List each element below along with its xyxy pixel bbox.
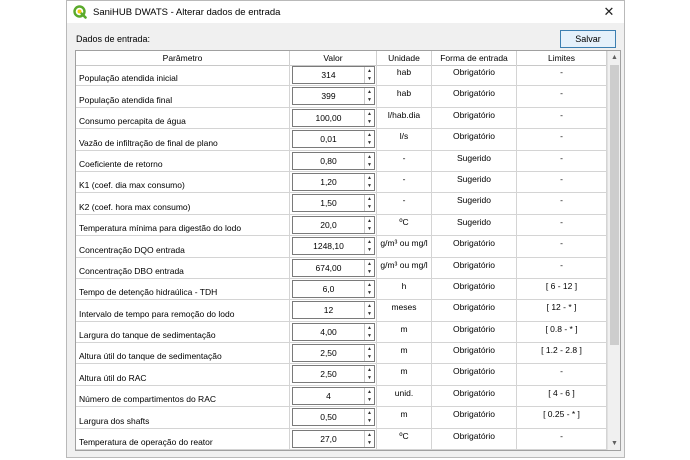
unit-cell [377, 86, 432, 106]
unit-label: h [401, 280, 407, 291]
limits-label: - [560, 67, 563, 77]
table-row [76, 65, 607, 86]
limits-label: [ 0.8 - * ] [545, 323, 578, 334]
unit-label: g/m³ ou mg/l [380, 259, 428, 270]
parameter-name [76, 343, 290, 363]
limits-label: - [560, 173, 563, 184]
value-spinbox[interactable] [292, 408, 375, 426]
spin-buttons [364, 324, 374, 340]
column-header-valor[interactable]: Valor [290, 51, 377, 65]
spin-buttons [364, 345, 374, 361]
value-spinbox[interactable] [292, 87, 375, 105]
entry-mode-label: Obrigatório [452, 345, 496, 356]
table-header [76, 51, 607, 66]
save-button[interactable]: Salvar [560, 30, 616, 48]
entry-mode-cell [432, 343, 517, 363]
value-input[interactable]: 100,00 [315, 112, 342, 123]
value-spinbox[interactable] [292, 173, 375, 191]
value-cell [290, 386, 377, 406]
limits-label: - [560, 216, 563, 227]
unit-cell [377, 279, 432, 299]
value-spinbox[interactable] [292, 344, 375, 362]
parameter-label: Intervalo de tempo para remoção do lodo [79, 308, 235, 319]
value-cell [290, 322, 377, 342]
value-cell [290, 108, 377, 128]
limits-label: - [560, 366, 563, 377]
parameter-label: Consumo percapita de água [79, 116, 186, 127]
qgis-logo-icon [73, 5, 87, 19]
parameter-name [76, 386, 290, 406]
spin-down-icon[interactable]: ▼ [367, 140, 372, 147]
entry-mode-cell [432, 364, 517, 384]
value-input[interactable]: 1,20 [320, 176, 337, 187]
spin-up-icon[interactable]: ▲ [367, 68, 372, 74]
unit-cell [377, 364, 432, 384]
spin-buttons [364, 281, 374, 297]
unit-label: l/s [399, 131, 409, 142]
entry-mode-cell [432, 172, 517, 192]
entry-mode-cell [432, 108, 517, 128]
value-spinbox[interactable] [292, 301, 375, 319]
entry-mode-cell [432, 386, 517, 406]
entry-mode-cell [432, 279, 517, 299]
value-spinbox[interactable] [292, 237, 375, 255]
entry-mode-cell [432, 258, 517, 278]
limits-cell [517, 258, 607, 278]
unit-cell [377, 258, 432, 278]
entry-mode-cell [432, 407, 517, 427]
parameter-name [76, 193, 290, 213]
value-input[interactable]: 6,0 [322, 283, 335, 294]
value-spinbox[interactable] [292, 194, 375, 212]
value-spinbox[interactable] [292, 365, 375, 383]
table-row [76, 215, 607, 236]
parameter-name [76, 172, 290, 192]
value-input[interactable]: 20,0 [320, 219, 337, 230]
entry-mode-label: Obrigatório [452, 259, 496, 270]
entry-mode-label: Obrigatório [452, 409, 496, 420]
value-spinbox[interactable] [292, 66, 375, 84]
entry-mode-cell [432, 151, 517, 171]
spin-down-icon[interactable]: ▼ [367, 182, 372, 189]
entry-mode-cell [432, 429, 517, 449]
spin-up-icon[interactable]: ▲ [367, 132, 372, 139]
spin-buttons [364, 195, 374, 211]
value-input[interactable]: 2,50 [320, 369, 337, 380]
parameter-name [76, 258, 290, 278]
table-row [76, 279, 607, 300]
spin-down-icon[interactable]: ▼ [367, 76, 372, 82]
limits-label: - [560, 259, 563, 270]
value-spinbox[interactable] [292, 323, 375, 341]
entry-mode-label: Obrigatório [452, 131, 496, 142]
section-label: Dados de entrada: [76, 34, 151, 44]
parameter-label: Largura dos shafts [79, 415, 150, 426]
spin-up-icon[interactable]: ▲ [367, 239, 372, 246]
unit-cell [377, 429, 432, 449]
parameter-name [76, 407, 290, 427]
unit-cell [377, 129, 432, 149]
parameter-label: Altura útil do RAC [79, 372, 147, 383]
column-header-limites[interactable]: Limites [517, 51, 607, 65]
spin-down-icon[interactable]: ▼ [367, 268, 372, 275]
spin-up-icon[interactable]: ▲ [367, 346, 372, 353]
parameter-label: K1 (coef. dia max consumo) [79, 180, 185, 191]
parameter-name [76, 429, 290, 449]
spin-up-icon[interactable]: ▲ [367, 217, 372, 224]
limits-label: [ 12 - * ] [546, 302, 577, 313]
value-spinbox[interactable] [292, 152, 375, 170]
unit-label: unid. [394, 387, 414, 398]
unit-cell [377, 407, 432, 427]
spin-buttons [364, 110, 374, 126]
limits-cell [517, 236, 607, 256]
unit-cell [377, 172, 432, 192]
scrollbar-thumb[interactable] [610, 65, 619, 345]
spin-buttons [364, 88, 374, 104]
value-input[interactable]: 314 [321, 70, 336, 80]
parameter-label: Vazão de infiltração de final de plano [79, 137, 218, 148]
table-row [76, 172, 607, 193]
parameter-label: Coeficiente de retorno [79, 158, 163, 169]
limits-label: - [560, 152, 563, 163]
parameter-name [76, 108, 290, 128]
spin-down-icon[interactable]: ▼ [367, 289, 372, 296]
limits-cell [517, 386, 607, 406]
limits-cell [517, 65, 607, 85]
spin-up-icon[interactable]: ▲ [367, 153, 372, 160]
spin-down-icon[interactable]: ▼ [367, 161, 372, 168]
spin-buttons [364, 238, 374, 254]
limits-cell [517, 129, 607, 149]
entry-mode-label: Obrigatório [452, 366, 496, 377]
parameter-name [76, 151, 290, 171]
spin-up-icon[interactable]: ▲ [367, 110, 372, 117]
limits-label: - [560, 195, 563, 206]
parameter-name [76, 215, 290, 235]
limits-cell [517, 172, 607, 192]
parameter-label: Temperatura mínima para digestão do lodo [79, 223, 242, 234]
spin-down-icon[interactable]: ▼ [367, 396, 372, 403]
table-row [76, 108, 607, 129]
entry-mode-cell [432, 86, 517, 106]
unit-label: m [400, 345, 408, 356]
spin-down-icon[interactable]: ▼ [367, 311, 372, 318]
entry-mode-cell [432, 236, 517, 256]
parameter-name [76, 364, 290, 384]
entry-mode-label: Obrigatório [452, 387, 496, 398]
spin-buttons [364, 431, 374, 447]
spin-buttons [364, 67, 374, 83]
spin-down-icon[interactable]: ▼ [367, 439, 372, 446]
unit-label: l/hab.dia [387, 109, 421, 120]
unit-label: ºC [399, 430, 409, 441]
unit-cell [377, 193, 432, 213]
limits-cell [517, 343, 607, 363]
parameter-label: Concentração DQO entrada [79, 244, 185, 255]
entry-mode-cell [432, 215, 517, 235]
entry-mode-label: Sugerido [456, 195, 492, 206]
value-cell [290, 65, 377, 85]
value-input[interactable]: 1,50 [320, 198, 337, 209]
unit-label: ºC [399, 216, 409, 227]
limits-label: - [560, 430, 563, 441]
entry-mode-cell [432, 322, 517, 342]
value-spinbox[interactable] [292, 259, 375, 277]
parameter-name [76, 129, 290, 149]
limits-cell [517, 193, 607, 213]
value-input[interactable]: 4,00 [320, 326, 337, 337]
table-row [76, 364, 607, 385]
column-header-unidade[interactable]: Unidade [377, 51, 432, 65]
value-cell [290, 279, 377, 299]
entry-mode-label: Sugerido [456, 173, 492, 184]
entry-mode-label: Sugerido [456, 216, 492, 227]
spin-up-icon[interactable]: ▲ [367, 174, 372, 181]
spin-buttons [364, 174, 374, 190]
unit-cell [377, 343, 432, 363]
parameter-name [76, 322, 290, 342]
spin-down-icon[interactable]: ▼ [367, 354, 372, 361]
unit-label: g/m³ ou mg/l [380, 238, 428, 249]
column-header-forma-entrada[interactable]: Forma de entrada [432, 51, 517, 65]
entry-mode-label: Obrigatório [452, 302, 496, 313]
value-spinbox[interactable] [292, 130, 375, 148]
entry-mode-label: Obrigatório [452, 109, 496, 120]
spin-buttons [364, 302, 374, 318]
entry-mode-label: Obrigatório [452, 88, 496, 99]
entry-mode-cell [432, 193, 517, 213]
spin-buttons [364, 388, 374, 404]
unit-label: - [402, 173, 406, 184]
value-input[interactable]: 399 [321, 91, 336, 102]
limits-cell [517, 151, 607, 171]
value-cell [290, 193, 377, 213]
table-row [76, 129, 607, 150]
limits-label: [ 0.25 - * ] [543, 409, 580, 420]
parameter-label: Altura útil do tanque de sedimentação [79, 351, 222, 362]
close-icon[interactable]: ✕ [603, 4, 615, 19]
spin-down-icon[interactable]: ▼ [367, 247, 372, 254]
parameters-table [75, 50, 621, 451]
parameter-label: K2 (coef. hora max consumo) [79, 201, 191, 212]
limits-label: - [560, 131, 563, 142]
table-row [76, 343, 607, 364]
spin-down-icon[interactable]: ▼ [367, 97, 372, 104]
table-row [76, 300, 607, 321]
spin-buttons [364, 217, 374, 233]
limits-cell [517, 108, 607, 128]
parameter-label: População atendida final [79, 94, 173, 105]
spin-up-icon[interactable]: ▲ [367, 367, 372, 374]
entry-mode-cell [432, 300, 517, 320]
parameter-name [76, 86, 290, 106]
spin-up-icon[interactable]: ▲ [367, 303, 372, 310]
table-row [76, 429, 607, 450]
unit-label: - [402, 195, 406, 206]
scroll-down-icon[interactable]: ▼ [611, 440, 618, 447]
table-row [76, 151, 607, 172]
spin-down-icon[interactable]: ▼ [367, 118, 372, 125]
value-input[interactable]: 4 [326, 390, 331, 401]
spin-up-icon[interactable]: ▲ [367, 410, 372, 417]
value-cell [290, 236, 377, 256]
spin-buttons [364, 131, 374, 147]
limits-cell [517, 300, 607, 320]
spin-up-icon[interactable]: ▲ [367, 260, 372, 267]
limits-cell [517, 407, 607, 427]
table-row [76, 386, 607, 407]
parameter-label: Temperatura de operação do reator [79, 437, 213, 448]
spin-down-icon[interactable]: ▼ [367, 204, 372, 211]
dialog-window [66, 0, 625, 458]
value-cell [290, 129, 377, 149]
unit-cell [377, 236, 432, 256]
value-cell [290, 258, 377, 278]
value-cell [290, 86, 377, 106]
value-input[interactable]: 674,00 [315, 262, 342, 273]
value-spinbox[interactable] [292, 216, 375, 234]
unit-cell [377, 108, 432, 128]
spin-up-icon[interactable]: ▲ [367, 281, 372, 288]
vertical-scrollbar[interactable] [607, 51, 621, 450]
unit-label: meses [391, 302, 417, 313]
spin-up-icon[interactable]: ▲ [367, 388, 372, 395]
parameter-name [76, 65, 290, 85]
value-input[interactable]: 0,50 [320, 412, 337, 423]
table-row [76, 236, 607, 257]
entry-mode-label: Obrigatório [452, 323, 496, 334]
value-input[interactable]: 0,80 [320, 155, 337, 166]
limits-label: - [560, 109, 563, 120]
limits-cell [517, 215, 607, 235]
spin-up-icon[interactable]: ▲ [367, 431, 372, 438]
parameter-label: Tempo de detenção hidraúlica - TDH [79, 287, 218, 298]
value-cell [290, 364, 377, 384]
window-title: SaniHUB DWATS - Alterar dados de entrada [93, 6, 281, 18]
parameter-name [76, 300, 290, 320]
limits-cell [517, 364, 607, 384]
value-cell [290, 343, 377, 363]
value-cell [290, 172, 377, 192]
value-cell [290, 300, 377, 320]
table-body [76, 65, 607, 450]
column-header-parametro[interactable]: Parâmetro [76, 51, 290, 65]
entry-mode-label: Obrigatório [452, 67, 496, 77]
unit-cell [377, 386, 432, 406]
parameter-name [76, 236, 290, 256]
parameter-label: Concentração DBO entrada [79, 265, 184, 276]
limits-label: - [560, 238, 563, 249]
entry-mode-cell [432, 65, 517, 85]
parameter-label: Número de compartimentos do RAC [79, 394, 217, 405]
parameter-name [76, 279, 290, 299]
spin-buttons [364, 409, 374, 425]
limits-cell [517, 279, 607, 299]
entry-mode-label: Obrigatório [452, 430, 496, 441]
limits-label: [ 6 - 12 ] [545, 280, 578, 291]
value-input[interactable]: 27,0 [320, 433, 337, 444]
unit-cell [377, 215, 432, 235]
value-cell [290, 151, 377, 171]
limits-label: - [560, 88, 563, 99]
value-spinbox[interactable] [292, 430, 375, 448]
table-row [76, 86, 607, 107]
unit-cell [377, 65, 432, 85]
value-cell [290, 429, 377, 449]
unit-label: m [400, 323, 408, 334]
spin-down-icon[interactable]: ▼ [367, 225, 372, 232]
value-cell [290, 215, 377, 235]
table-row [76, 193, 607, 214]
spin-up-icon[interactable]: ▲ [367, 324, 372, 331]
limits-cell [517, 322, 607, 342]
limits-label: [ 4 - 6 ] [548, 387, 575, 398]
unit-cell [377, 322, 432, 342]
value-input[interactable]: 12 [323, 305, 334, 316]
spin-buttons [364, 153, 374, 169]
spin-down-icon[interactable]: ▼ [367, 418, 372, 425]
limits-cell [517, 86, 607, 106]
entry-mode-label: Obrigatório [452, 280, 496, 291]
spin-buttons [364, 366, 374, 382]
table-row [76, 322, 607, 343]
unit-label: hab [396, 88, 412, 99]
unit-cell [377, 151, 432, 171]
unit-label: - [402, 152, 406, 163]
spin-down-icon[interactable]: ▼ [367, 332, 372, 339]
entry-mode-label: Obrigatório [452, 238, 496, 249]
value-input[interactable]: 2,50 [320, 348, 337, 359]
value-spinbox[interactable] [292, 280, 375, 298]
unit-cell [377, 300, 432, 320]
entry-mode-label: Sugerido [456, 152, 492, 163]
entry-mode-cell [432, 129, 517, 149]
value-cell [290, 407, 377, 427]
value-input[interactable]: 1248,10 [313, 241, 344, 252]
value-input[interactable]: 0,01 [320, 134, 337, 145]
value-spinbox[interactable] [292, 109, 375, 127]
unit-label: hab [396, 67, 412, 77]
parameter-label: Largura do tanque de sedimentação [79, 330, 216, 341]
unit-label: m [400, 409, 408, 420]
limits-cell [517, 429, 607, 449]
limits-label: [ 1.2 - 2.8 ] [541, 345, 582, 356]
spin-up-icon[interactable]: ▲ [367, 196, 372, 203]
spin-buttons [364, 260, 374, 276]
unit-label: m [400, 366, 408, 377]
value-spinbox[interactable] [292, 387, 375, 405]
parameter-label: População atendida inicial [79, 73, 178, 84]
spin-down-icon[interactable]: ▼ [367, 375, 372, 382]
table-row [76, 407, 607, 428]
title-bar [67, 1, 624, 23]
table-row [76, 258, 607, 279]
spin-up-icon[interactable]: ▲ [367, 89, 372, 96]
scroll-up-icon[interactable]: ▲ [611, 54, 618, 61]
